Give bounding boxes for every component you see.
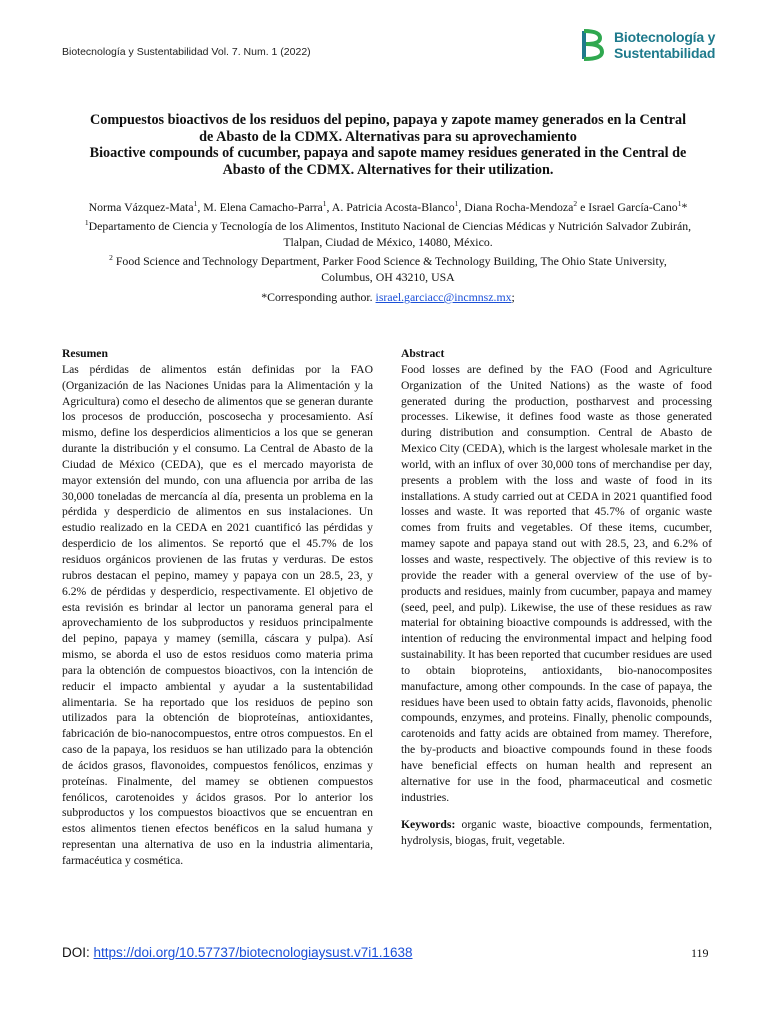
affiliation-1-cont: Tlalpan, Ciudad de México, 14080, México. xyxy=(283,234,493,249)
journal-logo-icon xyxy=(578,28,608,62)
resumen-section xyxy=(62,346,373,869)
abstract-heading: Abstract xyxy=(401,347,445,360)
resumen-body: Las pérdidas de alimentos están definidas por la FAO (Organización de las Naciones Unidas para la Alimentación y la Agricultura) como el desecho de alimentos que se generan durante los procesos de producción, poscosecha y procesamiento. Así mismo, define los desperdicios alimenticios a los que se generan durante la distribución y el consumo. La Central de Abasto de la Ciudad de México (CEDA), que es el mercado mayorista de mayor extensión del mundo, con una afluencia por arriba de las 30,000 toneladas de mercancía al día, presenta un problema en la pérdida y desperdicio de alimentos en sus instalaciones. Un estudio realizado en la CEDA en 2021 cuantificó las pérdidas y desperdicio de los alimentos. Se reportó que el 45.7% de los residuos orgánicos provienen de las frutas y verduras. De estos rubros destacan el pepino, mamey y papaya con un 28.5, 23, y 6.2% de pérdidas y desperdicio, respectivamente. El objetivo de esta revisión es brindar al lector un panorama general para el aprovechamiento de los subproductos y residuos principalmente del pepino, papaya y mamey (semilla, cáscara y pulpa). Así mismo, se aborda el uso de estos residuos como materia prima para la obtención de compuestos bioactivos, con la intención de reducir el impacto ambiental y ayudar a la sustentabilidad alimentaria. Se ha reportado que los residuos de pepino son utilizados para la obtención de bioproteínas, antioxidantes, fabricación de bio-nanocompuestos, entre otros compuestos. En el caso de la papaya, los residuos se han utilizado para la obtención de ácidos grasos, flavonoides, compuestos fenólicos, enzimas y proteínas. Finalmente, del mamey se obtienen compuestos fenólicos, carotenoides y ácidos grasos. Por lo anterior los subproductos y los compuestos bioactivos que se encuentran en estos alimentos tienen efectos benéficos en la salud humana y representan una alternativa de uso en la industria alimentaria, farmacéutica y cosmética. xyxy=(62,362,373,867)
affiliation-1: $^1$Departamento de Ciencia y Tecnología de los Alimentos, Instituto Nacional de Ciencias Médicas y Nutrición Salvador Zubirán, xyxy=(84,217,692,233)
author-block xyxy=(60,196,716,285)
page-number: 119 xyxy=(691,946,709,960)
title-en-line1: Bioactive compounds of cucumber, papaya and sapote mamey residues generated in the Central de xyxy=(89,145,687,161)
resumen-heading: Resumen xyxy=(62,347,108,360)
title-es-line2: de Abasto de la CDMX. Alternativas para su aprovechamiento xyxy=(199,128,577,145)
journal-logo-text: Biotecnología y Sustentabilidad xyxy=(614,29,716,61)
author-list: Norma Vázquez-Mata$^1$, M. Elena Camacho-Parra$^1$, A. Patricia Acosta-Blanco$^1$, Diana Rocha-Mendoza$^2$ e Israel García-Cano$^1$* xyxy=(88,199,688,214)
abstract-section xyxy=(401,346,712,849)
doi-link[interactable]: https://doi.org/10.57737/biotecnologiaysust.v7i1.1638 xyxy=(93,945,413,960)
title-en-line2: Abasto of the CDMX. Alternatives for their utilization. xyxy=(222,161,554,178)
journal-reference: Biotecnología y Sustentabilidad Vol. 7. Num. 1 (2022) xyxy=(62,46,311,58)
doi-line: DOI: https://doi.org/10.57737/biotecnologiaysust.v7i1.1638 xyxy=(62,945,413,960)
paper-title xyxy=(60,112,716,178)
affiliation-2: $^2$ Food Science and Technology Department, Parker Food Science & Technology Building, The Ohio State University, xyxy=(109,252,667,268)
journal-logo xyxy=(578,28,715,62)
affiliation-2-cont: Columbus, OH 43210, USA xyxy=(321,269,455,284)
abstract-body: Food losses are defined by the FAO (Food and Agriculture Organization of the United Nations) as the waste of food generated during the production, postharvest and processing processes. Likewise, it defines food waste as those generated during distribution and consumption. Central de Abasto de Mexico City (CEDA), which is the largest wholesale market in the world, with an influx of over 30,000 tons of merchandise per day, presents a problem with the loss and waste of food in its installations. A study carried out at CEDA in 2021 quantified food losses and waste. It was reported that 45.7% of organic waste comes from fruits and vegetables. Of these items, cucumber, mamey sapote and papaya stand out with 28.5, 23, and 6.2% of losses and waste, respectively. The objective of this review is to provide the reader with a general overview of the use of by-products and residues, mainly from cucumber, papaya and mamey (seed, peel, and pulp). Likewise, the use of these residues as raw material for obtaining bioactive compounds is addressed, with the intention of reducing the environmental impact and helping food sustainability. It has been reported that cucumber residues are used to obtain bioproteins, antioxidants, bio-nanocomposites manufacture, among other compounds. In the case of papaya, the residues have been used to obtain fatty acids, flavonoids, phenolic compounds, enzymes, and proteins. Finally, phenolic compounds, carotenoids and fatty acids are obtained from mamey. Therefore, the by-products and bioactive compounds found in these foods have beneficial effects on human health and represent an alternative for use in the food, pharmaceutical and cosmetic industries. xyxy=(401,362,712,804)
keywords: Keywords: organic waste, bioactive compounds, fermentation, hydrolysis, biogas, fruit, vegetable. xyxy=(401,818,712,848)
corresponding-author: *Corresponding author. israel.garciacc@incmnsz.mx; xyxy=(261,290,515,304)
corresponding-email-link[interactable]: israel.garciacc@incmnsz.mx xyxy=(375,290,512,304)
title-es-line1: Compuestos bioactivos de los residuos del pepino, papaya y zapote mamey generados en la Central xyxy=(89,112,687,128)
